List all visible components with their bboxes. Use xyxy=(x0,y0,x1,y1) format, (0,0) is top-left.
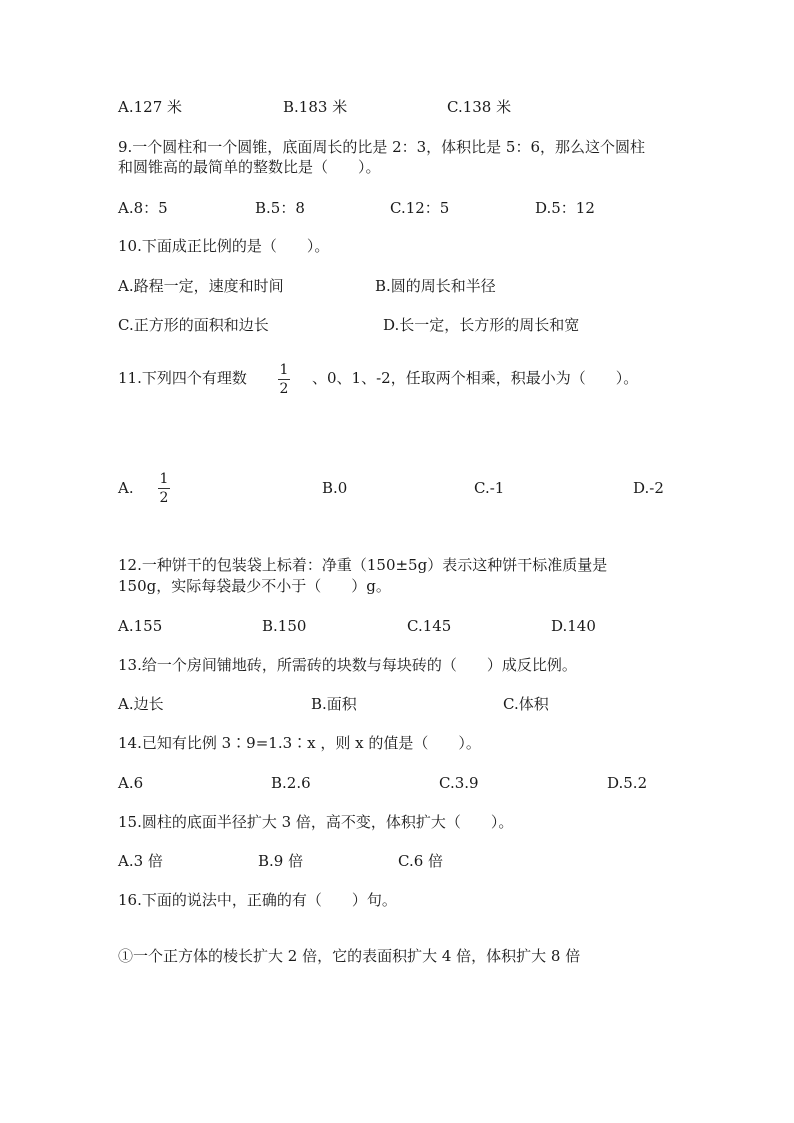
q13-option-b: B.面积 xyxy=(311,695,357,713)
q8-option-a: A.127 米 xyxy=(118,98,182,116)
fraction-bar xyxy=(158,488,170,489)
q9-option-c: C.12：5 xyxy=(390,199,450,217)
fraction-denominator: 2 xyxy=(159,490,169,506)
q11-stem-prefix: 11.下列四个有理数 xyxy=(118,369,247,387)
q11-option-a-fraction xyxy=(158,472,170,505)
q14-option-b: B.2.6 xyxy=(271,774,311,792)
q15-option-b: B.9 倍 xyxy=(258,852,304,870)
q15-option-c: C.6 倍 xyxy=(398,852,444,870)
q11-stem-fraction xyxy=(278,363,290,396)
fraction-denominator: 2 xyxy=(279,381,289,397)
q10-option-d: D.长一定，长方形的周长和宽 xyxy=(383,316,580,334)
q12-stem-line2: 150g，实际每袋最少不小于（ ）g。 xyxy=(118,577,391,595)
fraction-numerator: 1 xyxy=(159,471,169,487)
fraction-numerator: 1 xyxy=(279,362,289,378)
q12-option-d: D.140 xyxy=(551,617,596,635)
q16-stem: 16.下面的说法中，正确的有（ ）句。 xyxy=(118,891,397,909)
q16-statement-1: ①一个正方体的棱长扩大 2 倍，它的表面积扩大 4 倍，体积扩大 8 倍 xyxy=(118,947,581,965)
q11-option-c: C.-1 xyxy=(474,479,505,497)
q8-option-c: C.138 米 xyxy=(447,98,512,116)
q8-option-b: B.183 米 xyxy=(283,98,348,116)
q12-stem-line1: 12.一种饼干的包装袋上标着：净重（150±5g）表示这种饼干标准质量是 xyxy=(118,556,608,574)
q12-option-c: C.145 xyxy=(407,617,452,635)
q10-option-c: C.正方形的面积和边长 xyxy=(118,316,269,334)
q13-option-c: C.体积 xyxy=(503,695,549,713)
q11-option-b: B.0 xyxy=(322,479,348,497)
q14-option-d: D.5.2 xyxy=(607,774,648,792)
q15-option-a: A.3 倍 xyxy=(118,852,163,870)
q12-option-b: B.150 xyxy=(262,617,307,635)
q9-stem-line1: 9.一个圆柱和一个圆锥，底面周长的比是 2：3，体积比是 5：6，那么这个圆柱 xyxy=(118,138,646,156)
q13-option-a: A.边长 xyxy=(118,695,164,713)
q9-option-b: B.5：8 xyxy=(255,199,305,217)
q14-stem: 14.已知有比例 3∶9=1.3∶x ，则 x 的值是（ ）。 xyxy=(118,734,481,752)
q9-option-a: A.8：5 xyxy=(118,199,168,217)
q14-option-a: A.6 xyxy=(118,774,144,792)
q11-stem-suffix: 、0、1、-2，任取两个相乘，积最小为（ ）。 xyxy=(312,369,639,387)
q13-stem: 13.给一个房间铺地砖，所需砖的块数与每块砖的（ ）成反比例。 xyxy=(118,656,577,674)
q9-option-d: D.5：12 xyxy=(535,199,595,217)
q10-option-a: A.路程一定，速度和时间 xyxy=(118,277,284,295)
q12-option-a: A.155 xyxy=(118,617,163,635)
q11-option-a-label: A. xyxy=(118,479,134,497)
q10-option-b: B.圆的周长和半径 xyxy=(375,277,496,295)
q15-stem: 15.圆柱的底面半径扩大 3 倍，高不变，体积扩大（ ）。 xyxy=(118,813,514,831)
q10-stem: 10.下面成正比例的是（ ）。 xyxy=(118,237,330,255)
q14-option-c: C.3.9 xyxy=(439,774,479,792)
fraction-bar xyxy=(278,379,290,380)
q9-stem-line2: 和圆锥高的最简单的整数比是（ ）。 xyxy=(118,158,381,176)
q11-option-d: D.-2 xyxy=(633,479,664,497)
